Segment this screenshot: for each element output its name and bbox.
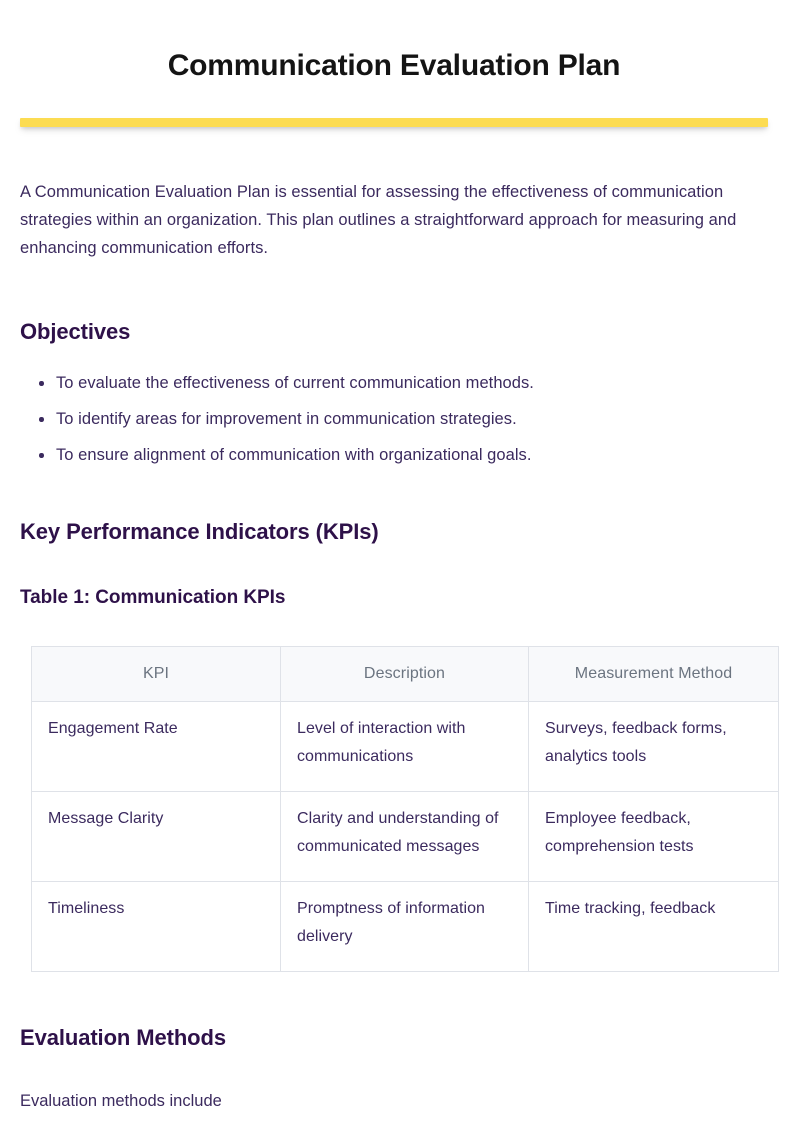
cell-description: Level of interaction with communications [281, 702, 529, 792]
list-item: To identify areas for improvement in communication strategies. [56, 405, 780, 433]
section-heading-kpis: Key Performance Indicators (KPIs) [20, 519, 379, 544]
table-row [32, 702, 779, 792]
page-title: Communication Evaluation Plan [167, 49, 621, 82]
cell-kpi: Engagement Rate [32, 702, 281, 792]
cell-measurement: Time tracking, feedback [529, 882, 779, 972]
column-header-description: Description [281, 647, 529, 702]
table-header-row [32, 647, 779, 702]
cell-measurement: Surveys, feedback forms, analytics tools [529, 702, 779, 792]
column-header-measurement-method: Measurement Method [529, 647, 779, 702]
table-row [32, 792, 779, 882]
cell-measurement: Employee feedback, comprehension tests [529, 792, 779, 882]
column-header-kpi: KPI [32, 647, 281, 702]
intro-paragraph: A Communication Evaluation Plan is essential for assessing the effectiveness of communication strategies within an organization. This plan outlines a straightforward approach for measuring and enhancing communication efforts. [20, 183, 737, 257]
objectives-list [20, 369, 780, 469]
accent-divider-bar [20, 118, 768, 127]
table-body [32, 702, 779, 972]
cell-description: Promptness of information delivery [281, 882, 529, 972]
cell-kpi: Message Clarity [32, 792, 281, 882]
table-caption: Table 1: Communication KPIs [20, 587, 286, 608]
document-content [20, 178, 780, 1132]
accent-divider [20, 118, 768, 127]
section-heading-objectives: Objectives [20, 319, 131, 344]
cell-kpi: Timeliness [32, 882, 281, 972]
evaluation-methods-clipped-paragraph: Evaluation methods include [20, 1092, 222, 1110]
kpi-table [31, 646, 779, 972]
list-item: To ensure alignment of communication with organizational goals. [56, 441, 780, 469]
kpi-table-wrapper [31, 646, 778, 972]
cell-description: Clarity and understanding of communicated messages [281, 792, 529, 882]
list-item: To evaluate the effectiveness of current communication methods. [56, 369, 780, 397]
section-heading-evaluation-methods: Evaluation Methods [20, 1025, 226, 1050]
table-row [32, 882, 779, 972]
table-header [32, 647, 779, 702]
